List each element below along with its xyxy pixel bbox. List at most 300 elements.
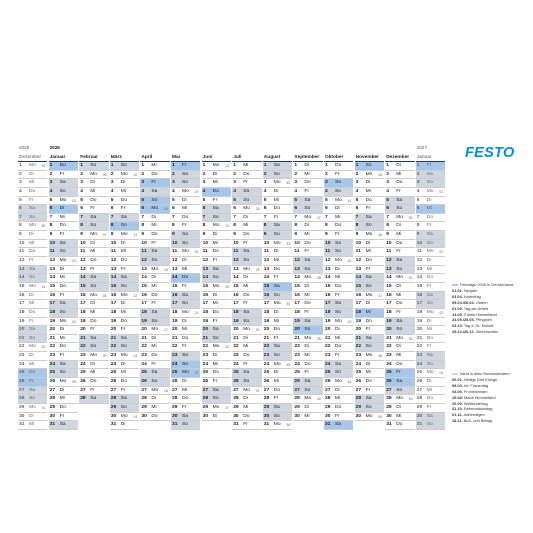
weekday-label: Di [304, 283, 310, 289]
day-cell [232, 318, 261, 327]
day-cell [324, 266, 353, 275]
month-header [385, 145, 414, 162]
day-number: 23 [110, 353, 117, 359]
day-number: 19 [172, 318, 178, 324]
day-cell [416, 231, 445, 240]
weekday-label: Di [151, 335, 157, 341]
day-cell [49, 343, 78, 352]
day-number: 23 [172, 353, 178, 359]
day-cell [110, 421, 139, 430]
weekday-label: Do [59, 163, 66, 168]
day-number: 2 [294, 171, 298, 177]
weekday-label: Mo [304, 396, 312, 402]
day-number: 8 [80, 223, 83, 229]
day-number: 15 [49, 283, 56, 289]
day-number: 6 [49, 206, 53, 212]
day-number: 22 [325, 344, 331, 350]
day-number: 17 [202, 301, 209, 307]
day-number: 25 [294, 370, 300, 376]
day-number: 19 [141, 318, 147, 324]
weekday-label: So [426, 301, 433, 307]
weekday-label: Sa [151, 249, 158, 255]
month-header [416, 145, 445, 162]
day-number: 18 [263, 309, 270, 315]
year-label: 2027 [416, 145, 428, 150]
week-number: 17 [164, 328, 168, 333]
week-number: 46 [378, 233, 382, 238]
day-number: 9 [110, 232, 114, 238]
weekday-label: Sa [273, 163, 280, 168]
day-cell [324, 387, 353, 396]
day-number: 2 [202, 171, 206, 177]
day-number: 17 [49, 301, 56, 307]
day-cell [49, 222, 78, 231]
day-number: 27 [110, 387, 117, 393]
day-number: 19 [294, 318, 300, 324]
weekday-label: Do [273, 327, 281, 333]
day-number: 3 [110, 180, 114, 186]
day-number: 7 [294, 214, 298, 220]
day-cell [232, 274, 261, 283]
weekday-label: So [426, 361, 433, 367]
week-number: 13 [133, 354, 138, 359]
day-number: 16 [172, 292, 178, 298]
day-cell [324, 309, 353, 318]
day-cell [232, 162, 261, 171]
weekday-label: Mo [426, 249, 434, 255]
day-cell [171, 162, 200, 171]
weekday-label: Mi [120, 188, 126, 194]
weekday-label: Mi [151, 283, 157, 289]
day-number: 24 [110, 361, 117, 367]
weekday-label: Fr [29, 197, 34, 203]
day-cell [232, 326, 261, 335]
weekday-label: Di [29, 413, 34, 419]
day-number: 25 [172, 370, 178, 376]
day-number: 26 [49, 379, 56, 385]
day-number: 12 [172, 258, 178, 264]
day-number: 4 [294, 188, 298, 194]
day-cell [18, 266, 47, 275]
day-number: 10 [202, 240, 209, 246]
day-cell [293, 266, 322, 275]
week-number: 50 [41, 224, 46, 229]
day-number: 23 [325, 353, 331, 359]
day-cell [416, 197, 445, 206]
day-cell [49, 214, 78, 223]
day-cell [232, 352, 261, 361]
day-cell [263, 318, 292, 327]
day-number: 13 [416, 266, 423, 272]
day-cell [385, 205, 414, 214]
day-number: 30 [325, 413, 331, 419]
weekday-label: Fr [151, 301, 157, 307]
day-cell [79, 300, 108, 309]
day-number: 19 [386, 318, 392, 324]
day-number: 17 [263, 301, 270, 307]
day-cell [110, 257, 139, 266]
day-number: 3 [386, 180, 389, 186]
day-cell [79, 326, 108, 335]
day-number: 26 [233, 379, 239, 385]
day-number: 12 [325, 258, 331, 264]
weekday-label: Mi [396, 353, 402, 359]
day-number: 15 [355, 283, 362, 289]
weekday-label: Mi [59, 335, 65, 341]
day-cell [324, 326, 353, 335]
weekday-label: Sa [59, 301, 66, 307]
day-cell [110, 404, 139, 413]
day-cell [79, 257, 108, 266]
week-number: 52 [408, 336, 413, 341]
weekday-label: Mi [90, 370, 96, 376]
weekday-label: Fr [182, 283, 187, 289]
day-number: 30 [19, 413, 25, 419]
day-cell [293, 318, 322, 327]
day-number: 12 [80, 258, 86, 264]
legend-label: Neujahr [463, 287, 478, 293]
day-number: 4 [263, 188, 267, 194]
day-number: 19 [263, 318, 270, 324]
day-number: 12 [19, 258, 25, 264]
day-number: 26 [294, 379, 300, 385]
day-cell [416, 326, 445, 335]
weekday-label: Sa [90, 275, 97, 281]
day-number: 11 [325, 249, 331, 255]
day-number: 1 [386, 163, 389, 168]
day-number: 19 [355, 318, 362, 324]
day-cell [416, 404, 445, 413]
weekday-label: Sa [59, 422, 66, 428]
day-cell [355, 188, 384, 197]
weekday-label: Di [90, 240, 95, 246]
day-cell [49, 197, 78, 206]
day-cell [79, 231, 108, 240]
day-cell [232, 205, 261, 214]
weekday-label: Do [59, 344, 66, 350]
day-cell [140, 292, 169, 301]
day-number: 25 [80, 370, 86, 376]
day-number: 29 [386, 404, 392, 410]
day-number: 28 [416, 396, 423, 402]
month-label: Mai [172, 155, 180, 160]
day-cell [110, 300, 139, 309]
day-cell [232, 214, 261, 223]
weekday-label: Fr [335, 232, 340, 238]
weekday-label: Mo [59, 379, 67, 385]
day-number: 22 [202, 344, 209, 350]
day-cell [171, 197, 200, 206]
weekday-label: So [365, 283, 372, 289]
day-cell [140, 171, 169, 180]
weekday-label: Do [182, 214, 189, 220]
day-cell [385, 309, 414, 318]
day-number: 23 [416, 353, 423, 359]
day-number: 25 [325, 370, 331, 376]
month-header [355, 145, 384, 162]
weekday-label: Do [243, 232, 250, 238]
weekday-label: Mi [90, 309, 96, 315]
day-cell [232, 378, 261, 387]
day-number: 5 [19, 197, 22, 203]
weekday-label: So [273, 232, 280, 238]
weekday-label: Di [29, 292, 34, 298]
week-number: 42 [347, 259, 352, 264]
weekday-label: Mi [243, 163, 249, 168]
day-number: 29 [294, 404, 300, 410]
day-cell [171, 222, 200, 231]
day-cell [232, 361, 261, 370]
day-number: 6 [355, 206, 359, 212]
day-number: 1 [141, 163, 145, 168]
month-header [293, 145, 322, 162]
weekday-label: Di [243, 275, 248, 281]
legend-label: Reformationstag [463, 406, 493, 412]
day-number: 18 [416, 309, 423, 315]
weekday-label: Mo [151, 387, 159, 393]
day-number: 9 [386, 232, 389, 238]
weekday-label: Sa [182, 413, 188, 419]
holiday-swatch [452, 284, 458, 287]
month-label: Juni [202, 155, 213, 160]
day-number: 21 [141, 335, 147, 341]
day-cell [140, 335, 169, 344]
day-cell [263, 231, 292, 240]
day-number: 14 [110, 275, 117, 281]
weekday-label: Fr [29, 379, 34, 385]
day-number: 3 [294, 180, 298, 186]
weekday-label: Mo [29, 404, 36, 410]
day-cell [110, 214, 139, 223]
legend-label: Int. Frauentag [463, 382, 489, 388]
day-number: 4 [110, 188, 114, 194]
day-cell [140, 318, 169, 327]
day-cell [263, 257, 292, 266]
day-number: 2 [172, 171, 175, 177]
day-cell [416, 369, 445, 378]
week-number: 45 [378, 172, 382, 177]
day-cell [49, 309, 78, 318]
month-column [79, 145, 108, 430]
day-cell [293, 369, 322, 378]
weekday-label: Fr [426, 163, 432, 168]
day-cell [18, 404, 47, 413]
legend-date: 14.05. [452, 311, 463, 317]
day-number: 23 [141, 353, 147, 359]
day-number: 26 [172, 379, 178, 385]
week-number: 44 [347, 380, 352, 385]
day-cell [171, 179, 200, 188]
week-number: 22 [194, 371, 199, 376]
day-cell [140, 222, 169, 231]
day-number: 23 [294, 353, 300, 359]
day-number: 15 [19, 283, 25, 289]
day-cell [355, 335, 384, 344]
weekday-label: Sa [29, 206, 35, 212]
day-number: 2 [19, 171, 22, 177]
weekday-label: Do [151, 413, 158, 419]
weekday-label: Sa [273, 283, 280, 289]
weekday-label: So [426, 240, 433, 246]
day-cell [263, 222, 292, 231]
day-cell [385, 318, 414, 327]
day-cell [18, 318, 47, 327]
day-number: 2 [141, 171, 145, 177]
weekday-label: Di [335, 327, 340, 333]
day-cell [140, 369, 169, 378]
day-cell [110, 231, 139, 240]
day-number: 5 [172, 197, 175, 203]
weekday-label: Fr [90, 266, 95, 272]
day-cell [49, 352, 78, 361]
weekday-label: Mi [151, 163, 157, 168]
day-cell [202, 395, 231, 404]
day-cell [324, 214, 353, 223]
day-cell [324, 369, 353, 378]
weekday-label: Mo [90, 353, 97, 359]
day-number: 17 [325, 301, 331, 307]
day-number: 16 [110, 292, 117, 298]
day-cell [49, 188, 78, 197]
day-cell [202, 248, 231, 257]
day-cell [263, 274, 292, 283]
day-number: 20 [294, 327, 300, 333]
day-cell [202, 421, 231, 430]
day-cell [202, 188, 231, 197]
weekday-label: Do [182, 335, 189, 341]
week-number: 15 [164, 207, 168, 212]
day-cell [263, 335, 292, 344]
day-number: 7 [416, 214, 420, 220]
day-cell [385, 274, 414, 283]
week-number: 32 [286, 181, 291, 186]
day-number: 13 [172, 266, 178, 272]
day-number: 8 [110, 223, 114, 229]
day-number: 8 [263, 223, 267, 229]
day-cell [385, 352, 414, 361]
weekday-label: Sa [212, 327, 219, 333]
day-number: 8 [325, 223, 328, 229]
legend-label: Karfreitag [463, 293, 481, 299]
week-number: 24 [225, 224, 229, 229]
day-number: 25 [263, 370, 270, 376]
day-cell [232, 413, 261, 422]
week-number: 51 [41, 284, 46, 289]
day-number: 12 [386, 258, 392, 264]
day-number: 23 [80, 353, 86, 359]
weekday-label: Di [29, 353, 34, 359]
weekday-label: Fr [426, 223, 432, 229]
day-cell [110, 361, 139, 370]
legend-label: Allerheiligen [463, 412, 485, 418]
day-number: 15 [172, 283, 178, 289]
weekday-label: Mi [120, 309, 126, 315]
day-number: 14 [233, 275, 239, 281]
weekday-label: Sa [426, 353, 433, 359]
day-number: 2 [80, 171, 83, 177]
month-header [49, 145, 78, 162]
weekday-label: Mi [426, 266, 432, 272]
day-number: 8 [141, 223, 145, 229]
day-number: 21 [172, 335, 178, 341]
day-number: 30 [294, 413, 300, 419]
weekday-label: Do [396, 180, 403, 186]
weekday-label: Sa [426, 413, 433, 419]
weekday-label: Fr [59, 292, 65, 298]
day-cell [324, 318, 353, 327]
day-number: 17 [355, 301, 362, 307]
day-cell [324, 240, 353, 249]
day-number: 8 [233, 223, 236, 229]
weekday-label: So [304, 327, 311, 333]
day-cell [293, 231, 322, 240]
weekday-label: So [426, 422, 433, 428]
day-cell [293, 171, 322, 180]
day-cell [79, 318, 108, 327]
day-cell [202, 214, 231, 223]
day-number: 26 [355, 379, 362, 385]
day-cell [202, 240, 231, 249]
day-cell [293, 257, 322, 266]
day-cell [110, 369, 139, 378]
day-cell [110, 335, 139, 344]
weekday-label: Mi [273, 379, 279, 385]
week-number: 33 [286, 241, 291, 246]
week-number: 18 [164, 388, 168, 393]
weekday-label: Fr [273, 275, 279, 281]
day-cell [140, 395, 169, 404]
day-number: 15 [294, 283, 300, 289]
month-column [324, 145, 353, 430]
weekday-label: Di [335, 206, 340, 212]
weekday-label: Do [426, 396, 434, 402]
day-cell [324, 292, 353, 301]
weekday-label: Sa [335, 301, 341, 307]
day-number: 10 [233, 240, 239, 246]
day-cell [110, 292, 139, 301]
weekday-label: Di [212, 413, 218, 419]
day-number: 28 [325, 396, 331, 402]
weekday-label: Di [396, 404, 401, 410]
day-cell [355, 395, 384, 404]
week-number: 47 [378, 293, 382, 298]
day-number: 16 [49, 292, 56, 298]
weekday-label: Mo [243, 266, 250, 272]
day-cell [202, 222, 231, 231]
day-cell [140, 413, 169, 422]
day-cell [385, 387, 414, 396]
weekday-label: Sa [29, 327, 35, 333]
month-header [324, 145, 353, 162]
day-cell [140, 240, 169, 249]
day-cell [324, 421, 353, 430]
day-number: 3 [355, 180, 359, 186]
day-number: 2 [49, 171, 53, 177]
day-number: 7 [263, 214, 267, 220]
weekday-label: Sa [212, 266, 219, 272]
week-number: 49 [378, 414, 382, 419]
day-cell [232, 171, 261, 180]
week-number: 31 [255, 388, 260, 393]
day-cell [18, 292, 47, 301]
day-cell [140, 179, 169, 188]
day-cell [385, 361, 414, 370]
day-cell [324, 283, 353, 292]
weekday-label: Di [243, 396, 248, 402]
day-number: 12 [110, 258, 117, 264]
day-number: 15 [325, 283, 331, 289]
day-cell [110, 352, 139, 361]
